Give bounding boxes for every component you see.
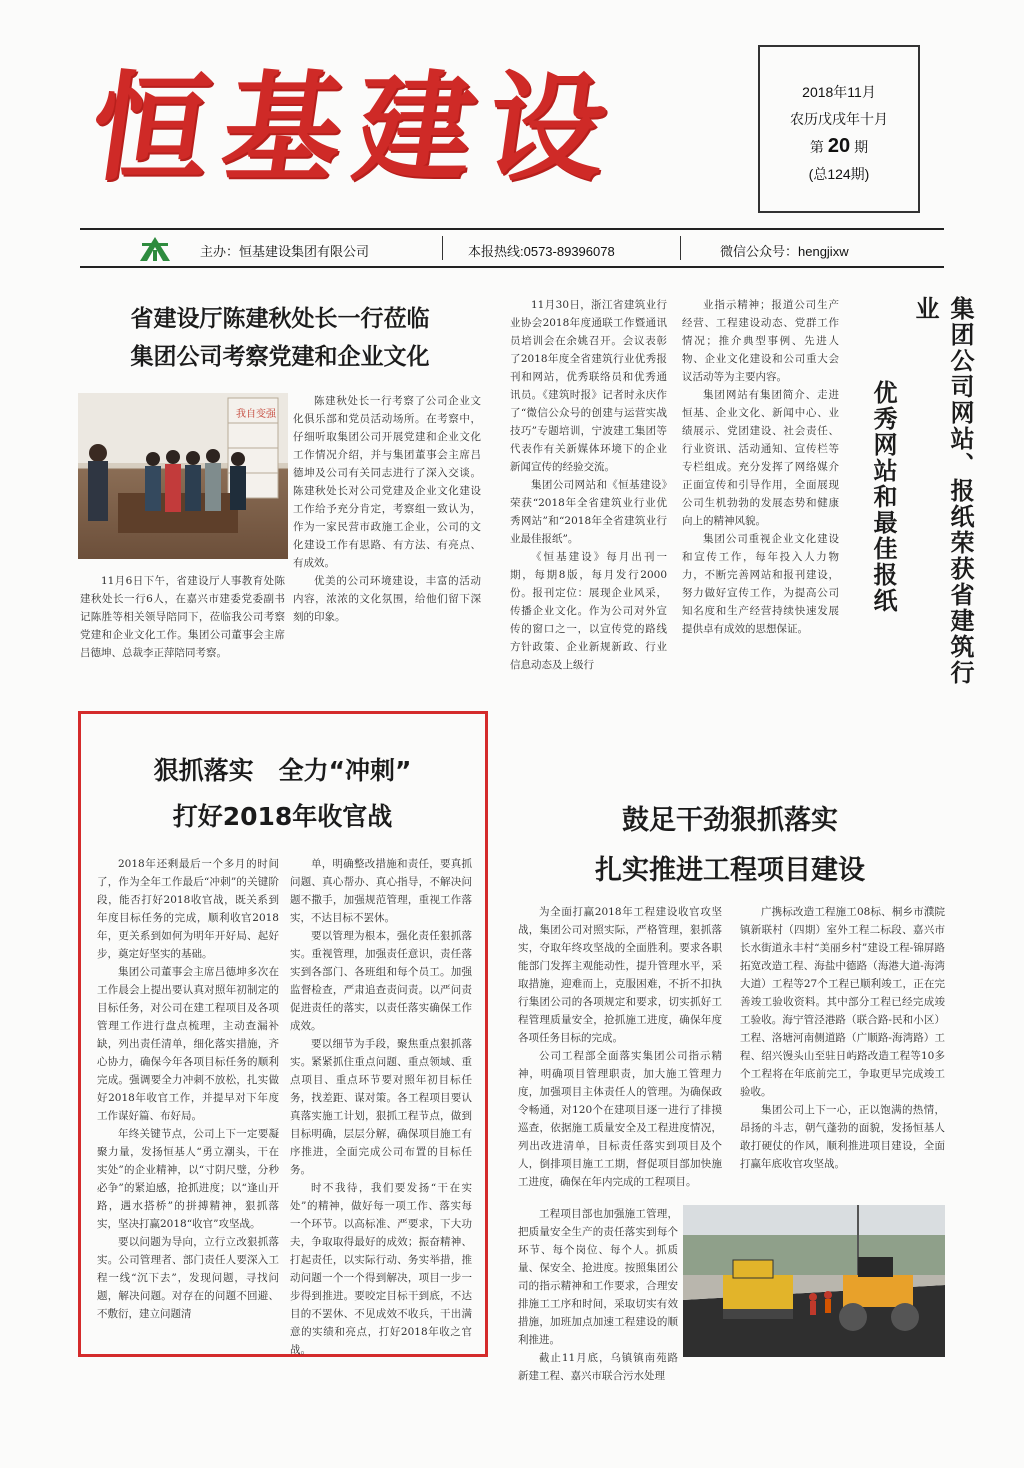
article3-headline-line2: 打好2018年收官战 bbox=[172, 802, 393, 831]
article3-headline bbox=[90, 748, 475, 840]
article3-paragraph: 2018年还剩最后一个多月的时间了，作为全年工作最后“冲刺”的关键阶段，能否打好2018收官战，既关系到年度目标任务的完成，顺利收官2018年，更关系到如何为明年开好局、起好步，奠定好坚实的基础。 bbox=[97, 858, 279, 960]
article3-column2 bbox=[290, 855, 472, 1356]
wechat-label: 微信公众号：hengjixw bbox=[720, 244, 849, 259]
article4-headline-line1: 鼓足干劲狠抓落实 bbox=[622, 805, 838, 836]
article4-column2 bbox=[740, 903, 945, 1188]
issue-info-box bbox=[758, 45, 920, 213]
road-construction-image bbox=[683, 1205, 945, 1357]
article4-paragraph: 工程项目部也加强施工管理，把质量安全生产的责任落实到每个环节、每个岗位、每个人。抓质量、保安全、抢进度。按照集团公司的指示精神和工作要求，合理安排施工工序和时间，采取切实有效措施，加班加点加速工程建设的顺利推进。 bbox=[518, 1208, 678, 1346]
article1-headline-line2: 集团公司考察党建和企业文化 bbox=[130, 344, 430, 370]
article2-paragraph: 业指示精神；报道公司生产经营、工程建设动态、党群工作情况；推介典型事例、先进人物、企业文化建设和公司重大会议活动等为主要内容。 bbox=[682, 299, 839, 383]
article1-photo bbox=[78, 393, 288, 559]
article2-paragraph: 11月30日，浙江省建筑业行业协会2018年度通联工作暨通讯员培训会在余姚召开。会议表彰了2018年度全省建筑行业优秀报刊和网站，优秀联络员和优秀通讯员。《建筑时报》记者时永庆作了“微信公众号的创建与运营实战技巧”专题培训，宁波建工集团等代表作有关新媒体环境下的企业新闻宣传的经验交流。 bbox=[510, 299, 667, 473]
article3-headline-line1: 狠抓落实 全力“冲刺” bbox=[153, 756, 412, 785]
info-divider bbox=[442, 236, 443, 260]
article4-paragraph: 公司工程部全面落实集团公司指示精神，明确项目管理职责，加大施工管理力度，加强项目主体责任人的管理。为确保政令畅通，对120个在建项目逐一进行了排摸巡查，依据施工质量安全及工程进度情况，列出改进清单，目标责任落实到项目及个人，倒排项目施工工期，督促项目部加快施工进度，确保在年内完成的工程项目。 bbox=[518, 1050, 722, 1188]
article2-column1 bbox=[510, 296, 667, 686]
article1-right-text bbox=[293, 392, 481, 662]
article4-photo bbox=[683, 1205, 945, 1357]
article1-paragraph: 陈建秋处长一行考察了公司企业文化俱乐部和党员活动场所。在考察中，仔细听取集团公司开展党建和企业文化工作情况介绍，并与集团董事会主席吕德坤及公司有关同志进行了深入交谈。陈建秋处长对公司党建及企业文化建设工作给予充分肯定，考察组一致认为，作为一家民营市政施工企业，公司的文化建设工作有思路、有方法、有亮点、有成效。 bbox=[293, 395, 481, 569]
article4-column1 bbox=[518, 903, 722, 1199]
article3-paragraph: 单，明确整改措施和责任，要真抓问题、真心帮办、真心指导，不解决问题不撒手，加强规范管理，重视工作落实，不达目标不罢休。 bbox=[290, 858, 472, 924]
article4-lower-text bbox=[518, 1205, 678, 1382]
article2-headline-main: 集团公司网站、报纸荣获省建筑行业 bbox=[911, 296, 974, 686]
article3-paragraph: 要以管理为根本，强化责任狠抓落实。重视管理，加强责任意识，责任落实到各部门、各班组和每个员工。加强监督检查，严肃追查责问责。以严问责促进责任的落实，以责任落实确保工作成效。 bbox=[290, 930, 472, 1032]
issue-date: 2018年11月 bbox=[802, 84, 876, 100]
article3-paragraph: 要以细节为手段，聚焦重点狠抓落实。紧紧抓住重点问题、重点领域、重点项目、重点环节要对照年初目标任务，找差距、谋对策。各工程项目要认真落实施工计划，狠抓工程节点，做到目标明确，层层分解，确保项目施工有序推进，全面完成公司布置的目标任务。 bbox=[290, 1038, 472, 1176]
company-logo-icon bbox=[138, 233, 172, 263]
issue-total: (总124期) bbox=[808, 166, 870, 182]
article4-paragraph: 集团公司上下一心，正以饱满的热情，昂扬的斗志，朝气蓬勃的面貌，发扬恒基人敢打硬仗的作风，顺利推进项目建设，全面打赢年底收官攻坚战。 bbox=[740, 1104, 945, 1170]
article2-paragraph: 集团公司网站和《恒基建设》荣获“2018年全省建筑业行业优秀网站”和“2018年全省建筑业行业最佳报纸”。 bbox=[510, 479, 667, 545]
article2-column2 bbox=[682, 296, 839, 686]
article3-paragraph: 要以问题为导向，立行立改狠抓落实。公司管理者、部门责任人要深入工程一线“沉下去”，发现问题，寻找问题，解决问题。对存在的问题不回避、不敷衍，建立问题清 bbox=[97, 1236, 279, 1320]
article4-headline bbox=[520, 796, 940, 896]
issue-number-line bbox=[760, 133, 918, 161]
article1-headline-line1: 省建设厅陈建秋处长一行莅临 bbox=[130, 306, 430, 332]
article2-headline-sub: 优秀网站和最佳报纸 bbox=[869, 380, 897, 614]
article2-paragraph: 集团网站有集团简介、走进恒基、企业文化、新闻中心、业绩展示、党团建设、社会责任、行业资讯、活动通知、宣传栏等专栏组成。充分发挥了网络媒介正面宣传和引导作用，全面展现公司生机勃勃的发展态势和健康向上的精神风貌。 bbox=[682, 389, 839, 527]
article3-column1 bbox=[97, 855, 279, 1345]
publisher-label: 主办：恒基建设集团有限公司 bbox=[200, 244, 370, 259]
article3-paragraph: 时不我待，我们要发扬“干在实处”的精神，做好每一项工作、落实每一个环节。以高标准、严要求，下大功夫，争取取得最好的成效；振奋精神、打起责任，以实际行动、务实举措，推动问题一个一个得到解决，项目一步一步得到推进。要咬定目标干到底，不达目的不罢休、不见成效不收兵，干出满意的实绩和亮点，打好2018年收之官战。 bbox=[290, 1182, 472, 1356]
article1-headline bbox=[80, 300, 480, 376]
article2-paragraph: 《恒基建设》每月出刊一期，每期8版，每月发行2000份。报刊定位：展现企业风采，传播企业文化。作为公司对外宣传的窗口之一，以宣传党的路线方针政策、企业新规新政、行业信息动态及上级行 bbox=[510, 551, 667, 671]
article4-paragraph: 广携标改造工程施工08标、桐乡市濮院镇新联村（四期）室外工程二标段、嘉兴市长水街道永丰村“美丽乡村”建设工程-锦屏路拓宽改造工程、海盐中德路（海港大道-海湾大道）工程等27个工程已顺利竣工，正在完善竣工验收资料。其中部分工程已经完成竣工验收。海宁管泾港路（联合路-民和小区）工程、洛塘河南侧道路（广顺路-海湾路）工程、绍兴馒头山至驻日屿路改造工程等10多个工程将在年底前完工，争取更早完成竣工验收。 bbox=[740, 906, 945, 1098]
issue-prefix: 第 bbox=[809, 139, 824, 155]
photo-wall-text: 我自变强 bbox=[236, 409, 276, 420]
article1-paragraph: 优美的公司环境建设，丰富的活动内容，浓浓的文化氛围，给他们留下深刻的印象。 bbox=[293, 575, 481, 623]
info-divider bbox=[680, 236, 681, 260]
visit-scene-image bbox=[78, 393, 288, 559]
hotline-label: 本报热线:0573-89396078 bbox=[468, 244, 615, 259]
issue-number: 20 bbox=[827, 135, 851, 157]
info-bar bbox=[80, 228, 944, 268]
article4-paragraph: 截止11月底，乌镇镇南苑路新建工程、嘉兴市联合污水处理 bbox=[518, 1352, 678, 1382]
article3-paragraph: 集团公司董事会主席吕德坤多次在工作晨会上提出要认真对照年初制定的目标任务，对公司在建工程项目及各项管理工作进行盘点梳理，主动查漏补缺，列出责任清单，细化落实措施，齐心协力，确保今年各项目标任务的顺利完成。强调要全力冲刺不放松，扎实做好2018年收官工作，并提早对下年度工作谋好篇、布好局。 bbox=[97, 966, 279, 1122]
issue-lunar-date: 农历戊戌年十月 bbox=[790, 111, 888, 127]
article3-paragraph: 年终关键节点，公司上下一定要凝聚力量，发扬恒基人“勇立潮头，干在实处”的企业精神，以“寸阴尺璧，分秒必争”的紧迫感，抢抓进度；以“逢山开路，遇水搭桥”的拼搏精神，狠抓落实，坚决打赢2018“收官”攻坚战。 bbox=[97, 1128, 279, 1230]
article4-paragraph: 为全面打赢2018年工程建设收官攻坚战，集团公司对照实际，严格管理，狠抓落实，夺取年终攻坚战的全面胜利。要求各职能部门发挥主观能动性，提升管理水平，采取措施，迎难而上，克服困难，不折不扣执行集团公司的各项规定和要求，切实抓好工程管理质量安全，抢抓施工进度，确保年度各项任务目标的完成。 bbox=[518, 906, 722, 1044]
article1-caption: 11月6日下午，省建设厅人事教育处陈建秋处长一行6人，在嘉兴市建委党委副书记陈胜等相关领导陪同下，莅临我公司考察党建和企业文化工作。集团公司董事会主席吕德坤、总裁李正萍陪同考察。 bbox=[80, 575, 285, 659]
masthead-title: 恒基建设 bbox=[82, 58, 630, 197]
issue-suffix: 期 bbox=[854, 139, 869, 155]
article2-paragraph: 集团公司重视企业文化建设和宣传工作，每年投入人力物力，不断完善网站和报刊建设，努力做好宣传工作，为提高公司知名度和生产经营持续快速发展提供卓有成效的思想保证。 bbox=[682, 533, 839, 635]
article4-headline-line2: 扎实推进工程项目建设 bbox=[595, 855, 865, 886]
